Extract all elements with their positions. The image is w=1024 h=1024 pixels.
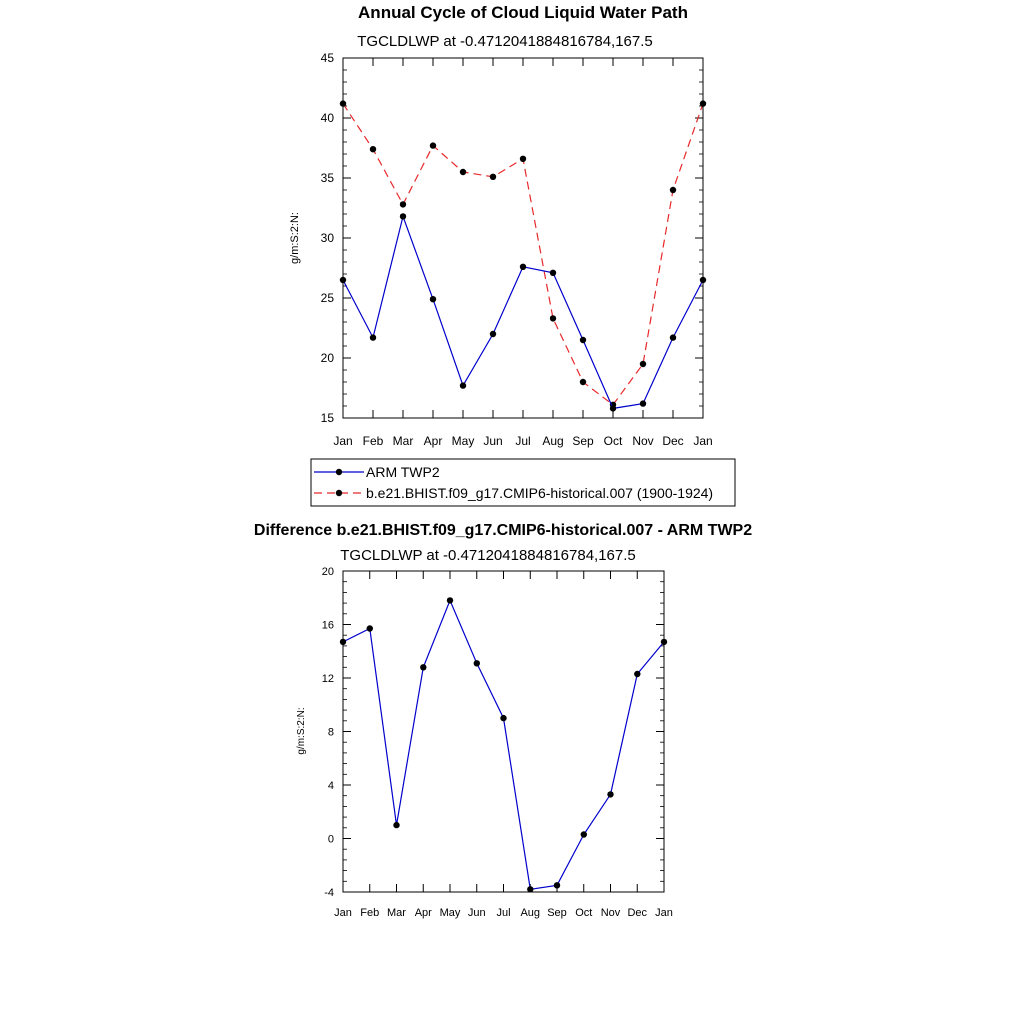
top-chart-xtick-label: Dec xyxy=(662,434,684,448)
bottom-chart-series-line-0 xyxy=(343,600,664,889)
top-chart-axes xyxy=(321,51,713,448)
top-chart-ytick-label: 15 xyxy=(320,411,334,425)
top-chart-xtick-label: Oct xyxy=(603,434,623,448)
top-chart-ytick-label: 35 xyxy=(320,171,334,185)
top-chart-series-line-0 xyxy=(343,216,703,408)
bottom-chart-series-0-point xyxy=(554,882,560,888)
top-chart-series-1-point xyxy=(520,156,526,162)
bottom-chart-series-0-point xyxy=(474,660,480,666)
bottom-chart-series-0-point xyxy=(447,597,453,603)
top-chart-series-0-point xyxy=(370,334,376,340)
bottom-chart-subtitle: TGCLDLWP at -0.4712041884816784,167.5 xyxy=(340,547,636,564)
bottom-chart-xtick-label: Jun xyxy=(467,907,486,919)
top-chart-series-1-point xyxy=(580,379,586,385)
bottom-chart-xtick-label: Jan xyxy=(334,907,352,919)
legend-label-model: b.e21.BHIST.f09_g17.CMIP6-historical.007 (1900-1924) xyxy=(366,485,714,501)
bottom-chart-xtick-label: Jul xyxy=(496,907,511,919)
bottom-chart-ytick-label: 8 xyxy=(327,726,334,739)
top-chart-series-1-point xyxy=(370,146,376,152)
top-chart-series-0-point xyxy=(400,213,406,219)
legend-label-arm: ARM TWP2 xyxy=(366,464,440,480)
top-chart-ytick-label: 25 xyxy=(320,291,334,305)
top-chart-ytick-label: 40 xyxy=(320,111,334,125)
top-chart-series-1-point xyxy=(340,100,346,106)
top-chart-series-0-point xyxy=(640,400,646,406)
top-chart-subtitle: TGCLDLWP at -0.4712041884816784,167.5 xyxy=(357,33,653,50)
bottom-chart-series-0-point xyxy=(527,886,533,892)
legend xyxy=(311,459,735,506)
top-chart-xtick-label: May xyxy=(451,434,475,448)
legend-marker-arm xyxy=(336,469,342,475)
top-chart-ylabel: g/m:S:2:N: xyxy=(289,212,301,264)
top-chart-plot-frame xyxy=(343,58,703,418)
top-chart-series-1-point xyxy=(700,100,706,106)
bottom-chart-axes xyxy=(322,566,673,919)
top-chart-series-1-point xyxy=(490,174,496,180)
top-chart-series-line-1 xyxy=(343,104,703,405)
top-chart-title: Annual Cycle of Cloud Liquid Water Path xyxy=(358,3,688,22)
bottom-chart-series-0-point xyxy=(393,822,399,828)
bottom-chart-xtick-label: Jan xyxy=(655,907,673,919)
top-chart-xtick-label: Sep xyxy=(572,434,594,448)
bottom-chart-series-0-point xyxy=(420,664,426,670)
top-chart-series-1-point xyxy=(430,142,436,148)
top-chart-series-1-point xyxy=(460,169,466,175)
bottom-chart-ytick-label: -4 xyxy=(324,887,334,899)
top-chart-series-0-point xyxy=(580,337,586,343)
bottom-chart xyxy=(254,522,752,919)
bottom-chart-series-0-point xyxy=(340,639,346,645)
bottom-chart-xtick-label: Feb xyxy=(360,907,380,919)
top-chart-xtick-label: Mar xyxy=(392,434,414,448)
bottom-chart-ytick-label: 12 xyxy=(321,673,334,685)
top-chart xyxy=(289,3,713,448)
bottom-chart-plot-frame xyxy=(343,571,664,892)
bottom-chart-ytick-label: 0 xyxy=(327,833,334,846)
bottom-chart-series-0-point xyxy=(607,791,613,797)
top-chart-series-0-point xyxy=(490,331,496,337)
top-chart-ytick-label: 30 xyxy=(320,231,334,245)
top-chart-xtick-label: Jun xyxy=(483,434,503,448)
top-chart-series-0-point xyxy=(430,296,436,302)
bottom-chart-series-0-point xyxy=(634,671,640,677)
bottom-chart-series-0-point xyxy=(500,715,506,721)
top-chart-series-0-point xyxy=(340,277,346,283)
top-chart-series-1-point xyxy=(550,315,556,321)
bottom-chart-xtick-label: Mar xyxy=(387,907,406,919)
top-chart-series-0-point xyxy=(610,405,616,411)
top-chart-series-0-point xyxy=(460,382,466,388)
top-chart-series-0-point xyxy=(550,270,556,276)
top-chart-ytick-label: 45 xyxy=(320,51,334,65)
top-chart-xtick-label: Nov xyxy=(632,434,654,448)
legend-marker-model xyxy=(336,490,342,496)
bottom-chart-title: Difference b.e21.BHIST.f09_g17.CMIP6-historical.007 - ARM TWP2 xyxy=(253,522,753,539)
top-chart-xtick-label: Jan xyxy=(333,434,353,448)
top-chart-xtick-label: Feb xyxy=(362,434,384,448)
bottom-chart-ytick-label: 4 xyxy=(327,780,334,792)
top-chart-xtick-label: Aug xyxy=(542,434,564,448)
top-chart-xtick-label: Jan xyxy=(693,434,713,448)
top-chart-series-1-point xyxy=(640,361,646,367)
bottom-chart-series-0-point xyxy=(367,625,373,631)
top-chart-series-0-point xyxy=(670,334,676,340)
bottom-chart-xtick-label: Nov xyxy=(600,907,621,919)
top-chart-series-0-point xyxy=(700,277,706,283)
bottom-chart-ytick-label: 20 xyxy=(321,566,334,578)
bottom-chart-xtick-label: Dec xyxy=(627,907,648,919)
bottom-chart-xtick-label: Aug xyxy=(520,907,541,919)
top-chart-series-1-point xyxy=(400,201,406,207)
bottom-chart-series-0-point xyxy=(661,639,667,645)
bottom-chart-xtick-label: May xyxy=(439,907,461,919)
bottom-chart-ytick-label: 16 xyxy=(321,619,334,632)
bottom-chart-series-0-point xyxy=(581,831,587,837)
bottom-chart-xtick-label: Oct xyxy=(575,907,593,919)
bottom-chart-ylabel: g/m:S:2:N: xyxy=(296,707,307,755)
bottom-chart-xtick-label: Apr xyxy=(414,907,432,919)
top-chart-series xyxy=(340,100,706,411)
top-chart-ytick-label: 20 xyxy=(320,351,334,365)
top-chart-series-1-point xyxy=(670,187,676,193)
top-chart-xtick-label: Apr xyxy=(423,434,443,448)
top-chart-xtick-label: Jul xyxy=(515,434,531,448)
top-chart-series-0-point xyxy=(520,264,526,270)
bottom-chart-xtick-label: Sep xyxy=(547,907,567,919)
bottom-chart-series xyxy=(340,597,667,892)
